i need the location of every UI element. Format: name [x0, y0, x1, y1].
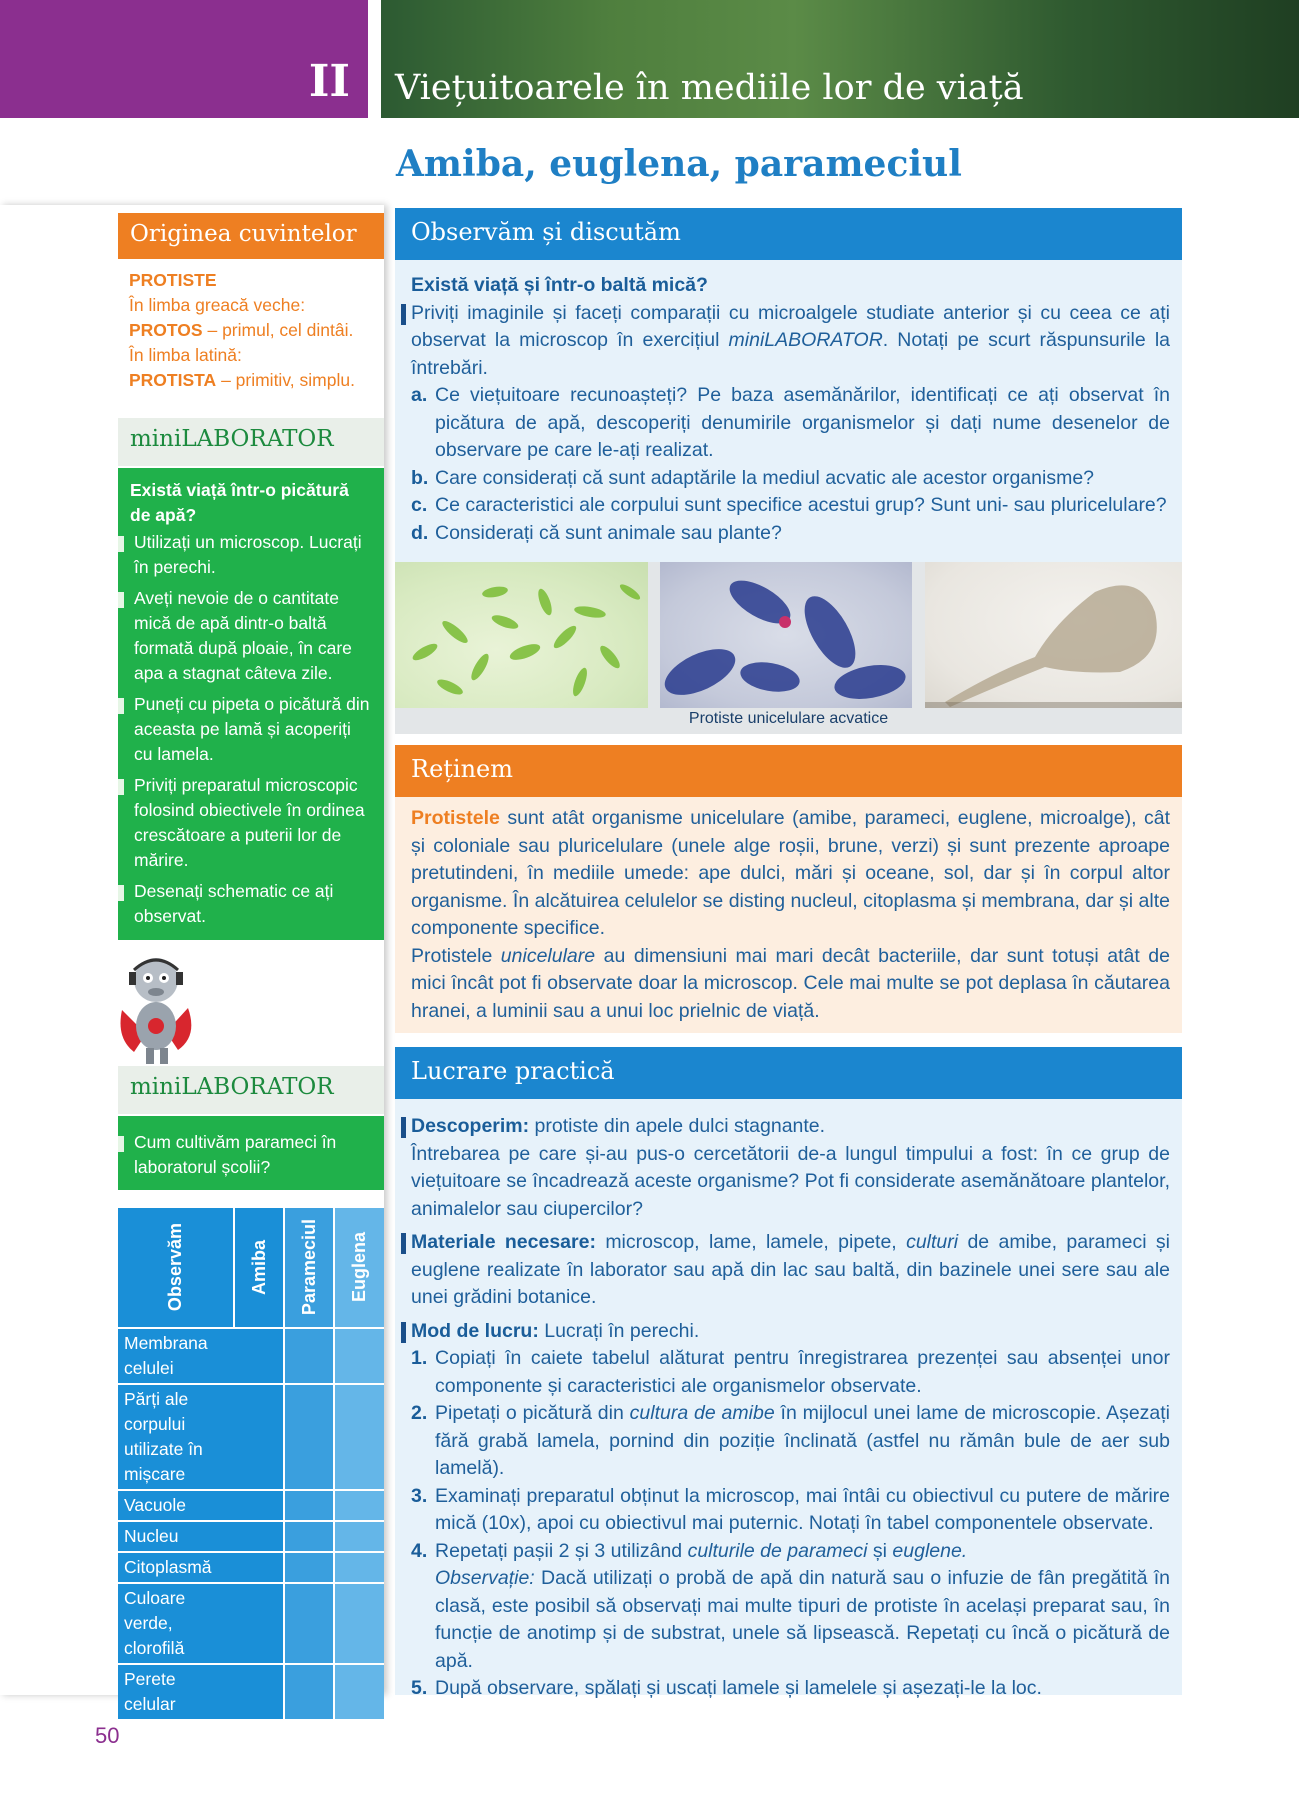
origin-meaning-greek: – primul, cel dintâi. [207, 320, 354, 340]
page-number: 50 [95, 1723, 120, 1748]
minilab-step: Puneți cu pipeta o picătură din aceasta pe lamă și acoperiți cu lamela. [130, 692, 374, 767]
origin-lang-latin: În limba latină: [129, 345, 242, 365]
list-item: a. Ce viețuitoare recunoașteți? Pe baza asemănărilor, identificați ce ați observat în picătura de apă, descoperiți denumirile organismelor și dați nume desenelor de observare pe care le-ați realizat. [411, 384, 1170, 461]
observe-heading-bar [395, 208, 1182, 260]
retain-heading: Reținem [411, 755, 514, 783]
minilab-step: Aveți nevoie de o cantitate mică de apă dintr-o baltă formată după ploaie, în care apa a stagnat câteva zile. [130, 586, 374, 686]
list-item: 2. Pipetați o picătură din cultura de amibe în mijlocul unei lame de microscopie. Așezați fără grabă lamela, pornind din poziție înclinată (astfel nu rămân bule de aer sub lamelă). [411, 1402, 1171, 1479]
minilab-step: Utilizați un microscop. Lucrați în perechi. [130, 530, 374, 580]
discover-text: Descoperim: protiste din apele dulci stagnante. [411, 1113, 1170, 1141]
minilab-question: Există viață într-o picătură de apă? [130, 480, 349, 525]
observation-note: Observație: Dacă utilizați o probă de apă din natură sau o infuzie de fân pregătită în clasă, este posibil să observați mai multe tipuri de protiste în același preparat sau, în funcție de anotimp și de substrat, unele să lipsească. Repetați cu încă o picătură de apă. [435, 1567, 1170, 1672]
practical-heading-bar [395, 1047, 1182, 1099]
amoeba-photo [925, 562, 1182, 708]
observe-heading: Observăm și discutăm [411, 218, 681, 246]
origin-word-greek: PROTOS [129, 320, 203, 340]
origin-meaning-latin: – primitiv, simplu. [221, 370, 355, 390]
lesson-title: Amiba, euglena, parameciul [396, 143, 962, 185]
method-text: Mod de lucru: Lucrați în perechi. [411, 1318, 1170, 1346]
table-header: Parameciul [284, 1208, 334, 1328]
table-header: Observăm [118, 1208, 234, 1328]
list-item: c. Ce caracteristici ale corpului sunt specifice acestui grup? Sunt uni- sau pluricelulare? [411, 494, 1167, 516]
table-header: Amiba [234, 1208, 284, 1328]
origin-word: PROTISTE [129, 270, 217, 290]
minilab2-box [118, 1116, 384, 1190]
table-row: Citoplasmă [118, 1552, 384, 1583]
retain-heading-bar [395, 745, 1182, 797]
method-steps [411, 1345, 1170, 1703]
minilab2-heading-box [118, 1066, 384, 1114]
observe-intro: Priviți imaginile și faceți comparații cu microalgele studiate anterior și cu ceea ce ați observat la microscop în exercițiul miniLABORATOR. Notați pe scurt răspunsurile la întrebări. [411, 300, 1170, 383]
list-item: b. Care considerați că sunt adaptările la mediul acvatic ale acestor organisme? [411, 466, 1095, 489]
retain-paragraph: Protistele unicelulare au dimensiuni mai mari decât bacteriile, dar sunt totuși atât de mici încât pot fi observate doar la microscop. Cele mai multe se pot deplasa în căutarea hranei, a luminii sau a unui loc prielnic de viață. [411, 944, 1170, 1022]
chapter-number: II [308, 56, 350, 107]
paramecium-photo [660, 562, 912, 708]
table-header: Euglena [334, 1208, 384, 1328]
chapter-number-block [0, 0, 368, 118]
table-row: Membrana celulei [118, 1328, 384, 1384]
practical-heading: Lucrare practică [411, 1057, 615, 1085]
observe-question: Există viață și într-o baltă mică? [411, 274, 708, 296]
observe-items [411, 382, 1170, 547]
table-row: Nucleu [118, 1521, 384, 1552]
chapter-title-band [381, 0, 1299, 118]
minilab2-heading: miniLABORATOR [130, 1074, 334, 1100]
minilab-step: Priviți preparatul microscopic folosind obiectivele în ordinea crescătoare a puterii lor de mărire. [130, 773, 374, 873]
table-row: Culoare verde, clorofilă [118, 1583, 384, 1664]
minilab-heading-box [118, 418, 384, 466]
origin-heading: Originea cuvintelor [130, 221, 357, 247]
chapter-title: Viețuitoarele în mediile lor de viață [395, 68, 1024, 108]
list-item: 1. Copiați în caiete tabelul alăturat pentru înregistrarea prezenței sau absenței unor componente și caracteristici ale organismelor observate. [411, 1347, 1170, 1397]
origin-word-latin: PROTISTA [129, 370, 217, 390]
practical-panel [395, 1099, 1182, 1699]
list-item: 5. După observare, spălați și uscați lamele și lamelele și așezați-le la loc. [411, 1677, 1042, 1699]
table-row: Părți ale corpului utilizate în mișcare [118, 1384, 384, 1490]
mascot-icon [112, 948, 198, 1068]
euglena-photo [395, 562, 648, 708]
origin-heading-box [118, 213, 384, 259]
retain-panel [395, 797, 1182, 1033]
list-item: d. Considerați că sunt animale sau plante? [411, 521, 782, 544]
photo-caption: Protiste unicelulare acvatice [688, 710, 889, 727]
retain-paragraph: Protistele sunt atât organisme unicelulare (amibe, parameci, euglene, microalge), cât și coloniale sau pluricelulare (unele alge roșii, brune, verzi) și sunt prezente aproape pretutindeni, în mediile umede: ape dulci, mări și oceane, sol, dar și în corpul altor organisme. În alcătuirea celulelor se disting nucleul, citoplasma și membrana, dar și alte componente specifice. [411, 807, 1170, 939]
photo-strip [395, 562, 1182, 734]
observe-panel [395, 260, 1182, 562]
word-origin-text [129, 268, 379, 393]
minilab-step: Desenați schematic ce ați observat. [130, 879, 374, 929]
discover-question: Întrebarea pe care și-au pus-o cercetătorii de-a lungul timpului a fost: în ce grup de viețuitoare se încadrează aceste organisme? Pot fi considerate asemănătoare plantelor, animalelor sau ciupercilor? [411, 1142, 1170, 1220]
minilab-heading: miniLABORATOR [130, 426, 334, 452]
minilab-steps-box [118, 468, 384, 940]
table-row: Vacuole [118, 1490, 384, 1521]
table-row: Perete celular [118, 1664, 384, 1719]
materials-text: Materiale necesare: microscop, lame, lamele, pipete, culturi de amibe, parameci și euglene realizate în laborator sau apă din lac sau baltă, din bazinele unei sere sau ale unei grădini botanice. [411, 1229, 1170, 1312]
list-item: 4. Repetați pașii 2 și 3 utilizând culturile de parameci și euglene. [411, 1539, 968, 1562]
minilab2-question: Cum cultivăm parameci în laboratorul școlii? [130, 1130, 374, 1180]
observation-table [118, 1208, 384, 1719]
list-item: 3. Examinați preparatul obținut la microscop, mai întâi cu obiectivul cu putere de mărire mică (10x), apoi cu obiectivul mai puternic. Notați în tabel componentele observate. [411, 1484, 1170, 1534]
origin-lang-greek: În limba greacă veche: [129, 295, 306, 315]
